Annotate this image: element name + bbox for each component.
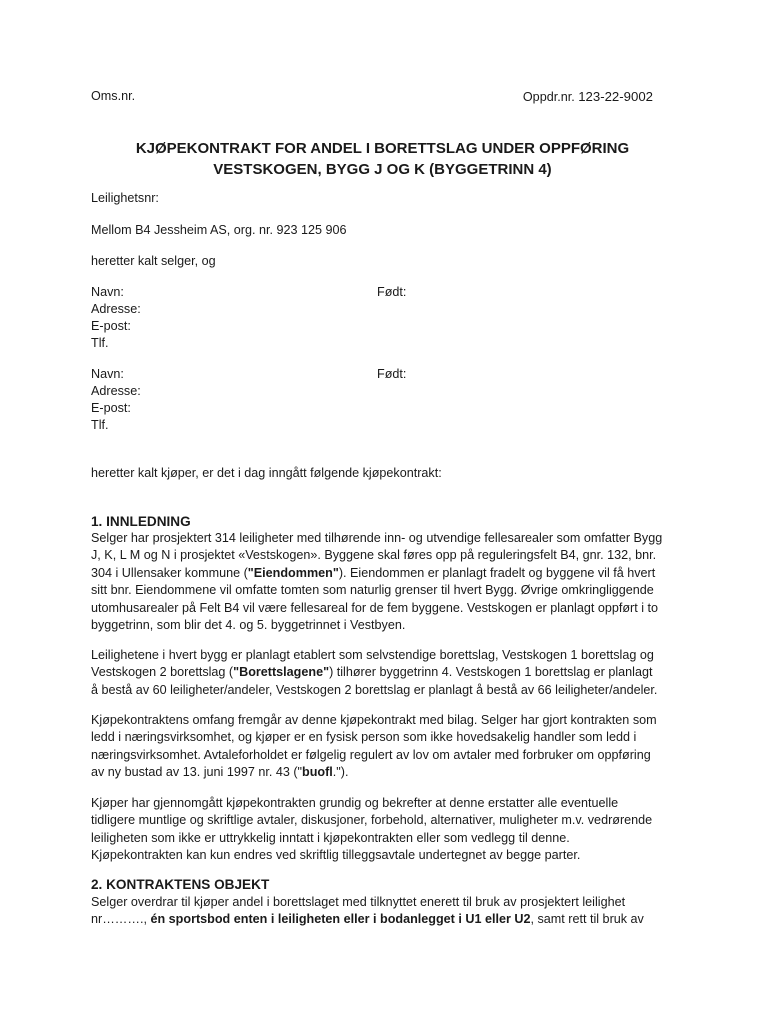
p1-line: Selger har prosjektert 314 leiligheter med tilhørende inn- og utvendige fellesarealer som omfatter Bygg — [91, 531, 663, 545]
buofl-term: buofl — [302, 765, 333, 780]
oppdr-nr-label: Oppdr.nr. — [522, 90, 575, 104]
p3-line: næringsvirksomhet. Avtaleforholdet er følgelig regulert av lov om avtaler med forbruker om oppføring — [91, 747, 651, 762]
buyer2-email-label: E-post: — [91, 401, 131, 415]
p4-line: Kjøpekontrakten kan kun endres ved skriftlig tilleggsavtale undertegnet av begge parter. — [91, 848, 581, 863]
oms-nr-label: Oms.nr. — [91, 89, 136, 103]
buyer2-name-label: Navn: — [91, 367, 124, 381]
section-2-heading: 2. KONTRAKTENS OBJEKT — [91, 877, 270, 892]
document-title — [60, 138, 705, 180]
sportsbod-term: én sportsbod enten i leiligheten eller i bodanlegget i U1 eller U2 — [150, 912, 531, 927]
p4-line: tidligere muntlige og skriftlige avtaler, diskusjoner, forbehold, alternativer, muligheter m.v. vedrørende — [91, 813, 653, 828]
buyer1-address-label: Adresse: — [91, 302, 141, 316]
borettslagene-term: "Borettslagene" — [233, 665, 330, 680]
p1-line: byggetrinn, som blir det 4. og 5. byggetrinnet i Vestbyen. — [91, 618, 406, 633]
eiendommen-term: "Eiendommen" — [247, 565, 339, 580]
buyer-suffix: heretter kalt kjøper, er det i dag inngått følgende kjøpekontrakt: — [91, 466, 442, 480]
buyer1-email-label: E-post: — [91, 319, 131, 333]
p1-line: 304 i Ullensaker kommune ("Eiendommen"). Eiendommen er planlagt fradelt og byggene vil få hvert — [91, 565, 656, 580]
buyer2-born-label: Født: — [377, 367, 407, 381]
title-line-1: KJØPEKONTRAKT FOR ANDEL I BORETTSLAG UNDER OPPFØRING — [135, 140, 630, 157]
buyer1-phone-label: Tlf. — [91, 336, 109, 350]
p2-line: Vestskogen 2 borettslag ("Borettslagene") tilhører byggetrinn 4. Vestskogen 1 borettslag er planlagt — [91, 665, 653, 680]
section-1-paragraph-2 — [91, 647, 671, 699]
buyer1-born-label: Født: — [377, 285, 407, 299]
section-1-paragraph-3 — [91, 712, 671, 782]
s2-line: nr………., én sportsbod enten i leiligheten eller i bodanlegget i U1 eller U2, samt rett til bruk av — [91, 912, 644, 927]
oppdr-nr — [523, 88, 653, 106]
title-line-2: VESTSKOGEN, BYGG J OG K (BYGGETRINN 4) — [213, 161, 552, 178]
p4-line: Kjøper har gjennomgått kjøpekontrakten grundig og bekrefter at denne erstatter alle eventuelle — [91, 796, 619, 810]
p2-line: Leilighetene i hvert bygg er planlagt etablert som selvstendige borettslag, Vestskogen 1 borettslag og — [91, 648, 654, 662]
p3-line: Kjøpekontraktens omfang fremgår av denne kjøpekontrakt med bilag. Selger har gjort kontrakten som — [91, 713, 657, 727]
buyer1-name-label: Navn: — [91, 285, 124, 299]
header-row — [91, 88, 653, 106]
s2-line: Selger overdrar til kjøper andel i borettslaget med tilknyttet enerett til bruk av prosjektert leilighet — [91, 895, 626, 909]
seller-line: Mellom B4 Jessheim AS, org. nr. 923 125 906 — [91, 223, 347, 237]
p2-line: å bestå av 60 leiligheter/andeler, Vestskogen 2 borettslag er planlagt å bestå av 66 leiligheter/andeler. — [91, 682, 658, 697]
p3-line: ledd i næringsvirksomhet, og kjøper er en fysisk person som ikke hovedsakelig handler som ledd i — [91, 730, 637, 745]
p4-line: leiligheten som ikke er uttrykkelig inntatt i kjøpekontrakten eller som vedlegg til denne. — [91, 830, 570, 845]
buyer2-address-label: Adresse: — [91, 384, 141, 398]
oppdr-nr-value: 123-22-9002 — [578, 89, 653, 104]
leilighetsnr-label: Leilighetsnr: — [91, 191, 159, 205]
seller-suffix: heretter kalt selger, og — [91, 254, 216, 268]
p1-line: utomhusarealer på Felt B4 vil være fellesareal for de fem byggene. Vestskogen er planlagt oppført i to — [91, 600, 659, 615]
section-1-paragraph-4 — [91, 795, 671, 865]
p1-line: sitt bnr. Eiendommene vil omfatte tomten som naturlig grenser til hvert Bygg. Øvrige omkringliggende — [91, 583, 654, 598]
p3-line: av ny bustad av 13. juni 1997 nr. 43 ("buofl."). — [91, 765, 349, 780]
buyer2-phone-label: Tlf. — [91, 418, 109, 432]
section-2-paragraph — [91, 894, 671, 929]
section-1-paragraph-1 — [91, 530, 671, 634]
section-1-heading: 1. INNLEDNING — [91, 514, 191, 529]
p1-line: J, K, L M og N i prosjektet «Vestskogen». Byggene skal føres opp på reguleringsfelt B4, gnr. 132, bnr. — [91, 548, 657, 563]
